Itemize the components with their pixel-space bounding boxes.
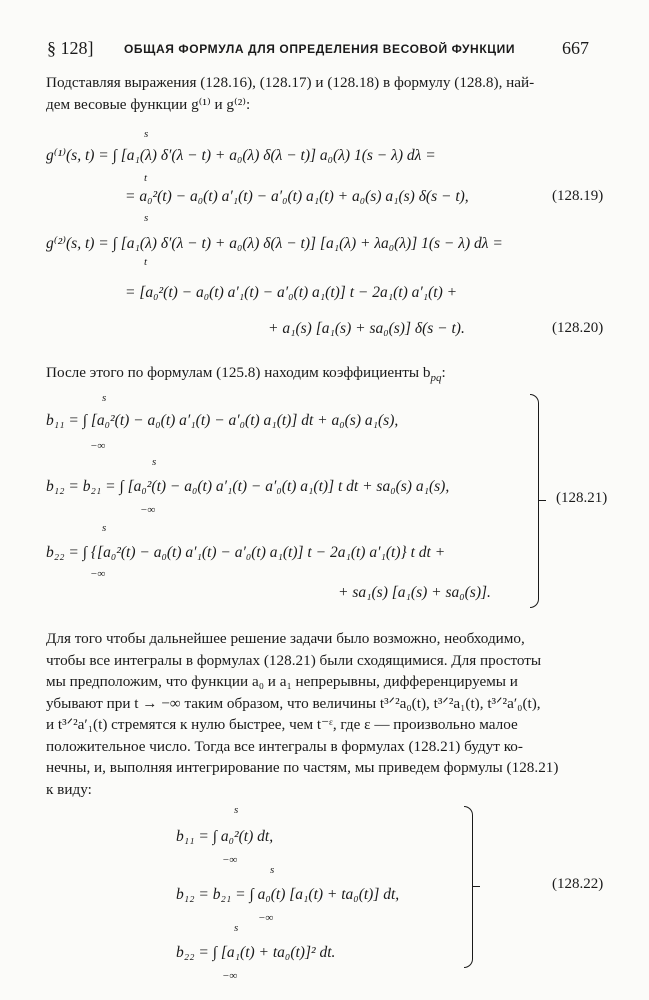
equation-line: + a₁(s) [a₁(s) + sa₀(s)] δ(s − t).: [268, 320, 465, 337]
equation-number: (128.21): [556, 490, 608, 506]
equation-128-20: [0, 212, 649, 342]
conditions-paragraph: [46, 628, 608, 800]
paragraph-line: нечны, и, выполняя интегрирование по частям, мы приведем формулы (128.21): [46, 759, 559, 776]
equation-128-22: [0, 804, 649, 982]
paragraph-line: убывают при t → −∞ таким образом, что величины t³ᐟ²a₀(t), t³ᐟ²a₁(t), t³ᐟ²a′₀(t),: [46, 694, 541, 712]
upper-limit: s: [234, 804, 239, 816]
paragraph-line: чтобы все интегралы в формулах (128.21) были сходящимися. Для простоты: [46, 651, 542, 669]
upper-limit: s: [144, 212, 149, 224]
right-brace: [530, 394, 539, 608]
paragraph-line: к виду:: [46, 780, 92, 798]
equation-line: b₁₁ = ∫ [a₀²(t) − a₀(t) a′₁(t) − a′₀(t) a₁(t)] dt + a₀(s) a₁(s),: [46, 412, 399, 429]
equation-128-21: [0, 392, 649, 608]
coefficients-subscript: pq: [430, 372, 442, 385]
equation-number: (128.19): [552, 188, 604, 204]
equation-line: b₂₂ = ∫ [a₁(t) + ta₀(t)]² dt.: [176, 944, 336, 961]
paragraph-line: Для того чтобы дальнейшее решение задачи было возможно, необходимо,: [46, 630, 525, 647]
paragraph-line: мы предположим, что функции a₀ и a₁ непрерывны, дифференцируемы и: [46, 673, 518, 690]
upper-limit: s: [102, 522, 107, 534]
equation-line: g⁽²⁾(s, t) = ∫ [a₁(λ) δ′(λ − t) + a₀(λ) δ(λ − t)] [a₁(λ) + λa₀(λ)] 1(s − λ) dλ =: [46, 235, 503, 252]
right-brace: [464, 806, 473, 968]
upper-limit: s: [270, 864, 275, 876]
lower-limit: t: [144, 256, 148, 268]
equation-line: + sa₁(s) [a₁(s) + sa₀(s)].: [338, 584, 491, 601]
upper-limit: s: [144, 128, 149, 140]
upper-limit: s: [102, 392, 107, 404]
upper-limit: s: [152, 456, 157, 468]
equation-line: b₁₂ = b₂₁ = ∫ [a₀²(t) − a₀(t) a′₁(t) − a′₀(t) a₁(t)] t dt + sa₀(s) a₁(s),: [46, 478, 450, 495]
intro-line: дем весовые функции g⁽¹⁾ и g⁽²⁾:: [46, 95, 251, 113]
coefficients-text: После этого по формулам (125.8) находим коэффициенты b: [46, 364, 431, 381]
section-ref: § 128]: [47, 38, 94, 58]
page-number: 667: [562, 38, 589, 58]
upper-limit: s: [234, 922, 239, 934]
chapter-title: ОБЩАЯ ФОРМУЛА ДЛЯ ОПРЕДЕЛЕНИЯ ВЕСОВОЙ ФУНКЦИИ: [124, 42, 516, 56]
lower-limit: −∞: [222, 854, 238, 866]
lower-limit: −∞: [140, 504, 156, 516]
equation-line: b₂₂ = ∫ {[a₀²(t) − a₀(t) a′₁(t) − a′₀(t) a₁(t)] t − 2a₁(t) a′₁(t)} t dt +: [46, 544, 446, 561]
brace-tip: [472, 886, 480, 887]
intro-line: Подставляя выражения (128.16), (128.17) и (128.18) в формулу (128.8), най-: [46, 74, 535, 91]
equation-128-19: [0, 128, 649, 208]
equation-line: b₁₁ = ∫ a₀²(t) dt,: [176, 828, 274, 845]
equation-number: (128.20): [552, 320, 604, 336]
intro-paragraph: [46, 72, 608, 115]
lower-limit: −∞: [222, 970, 238, 982]
paragraph-line: и t³ᐟ²a′₁(t) стремятся к нулю быстрее, чем t⁻ᵋ, где ε — произвольно малое: [46, 716, 518, 733]
running-header: [0, 38, 649, 62]
equation-line: b₁₂ = b₂₁ = ∫ a₀(t) [a₁(t) + ta₀(t)] dt,: [176, 886, 400, 903]
brace-tip: [538, 500, 546, 501]
lower-limit: −∞: [90, 568, 106, 580]
paragraph-line: положительное число. Тогда все интегралы в формулах (128.21) будут ко-: [46, 737, 523, 755]
coefficients-paragraph: После этого по формулам (125.8) находим коэффициенты $b_{pq}$:: [46, 364, 446, 385]
lower-limit: −∞: [90, 440, 106, 452]
equation-number: (128.22): [552, 876, 604, 892]
equation-line: g⁽¹⁾(s, t) = ∫ [a₁(λ) δ′(λ − t) + a₀(λ) δ(λ − t)] a₀(λ) 1(s − λ) dλ =: [46, 147, 436, 164]
equation-line: = [a₀²(t) − a₀(t) a′₁(t) − a′₀(t) a₁(t)] t − 2a₁(t) a′₁(t) +: [125, 284, 458, 301]
equation-line: = a₀²(t) − a₀(t) a′₁(t) − a′₀(t) a₁(t) + a₀(s) a₁(s) δ(s − t),: [125, 188, 469, 205]
lower-limit: t: [144, 172, 148, 184]
lower-limit: −∞: [258, 912, 274, 924]
